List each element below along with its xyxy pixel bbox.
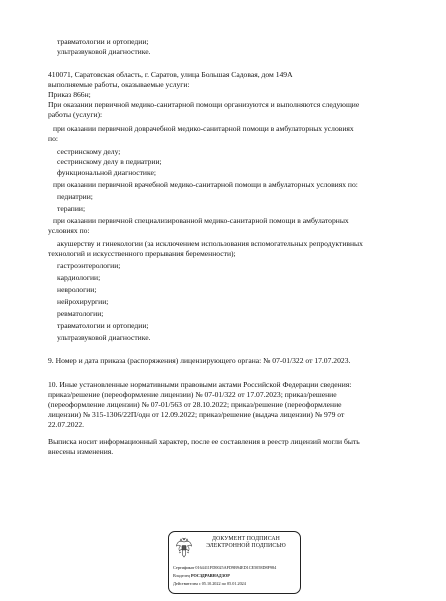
stamp-certificate-label: Сертификат [173,565,195,570]
text-line: работы (услуги): [48,110,103,119]
section-10-line: приказ/решение (переоформление лицензии) № 07-01/322 от 17.07.2023; приказ/решение [48,390,337,399]
list-item: сестринскому делу в педиатрии; [57,157,162,166]
list-item: ультразвуковой диагностике. [57,333,151,342]
stamp-header-line: ДОКУМЕНТ ПОДПИСАН [212,536,280,542]
section-10-line: лицензии) № 315-1306/22П/одн от 12.09.2022; приказ/решение (выдача лицензии) № 979 от [48,410,345,419]
list-item: ревматологии; [57,309,104,318]
stamp-validity-label: Действителен [173,581,198,586]
text-line: при оказании первичной специализированной медико-санитарной помощи в амбулаторных [53,216,349,225]
list-item: функциональной диагностике; [57,168,156,177]
stamp-certificate-value: 0164411FD0025AFD9B94ED1CE5058D8F984 [195,565,277,570]
stamp-certificate [173,565,276,570]
list-item: гастроэнтерологии; [57,261,121,270]
text-line: по: [48,134,58,143]
stamp-validity [173,581,246,586]
text-line: условиях по: [48,226,90,235]
list-item: педиатрии; [57,192,93,201]
text-line: Приказ 866н; [48,90,91,99]
stamp-owner-value: РОСЗДРАВНАДЗОР [190,573,230,578]
list-item: сестринскому делу; [57,147,121,156]
list-item: нейрохирургии; [57,297,109,306]
note-line: Выписка носит информационный характер, после ее составления в реестр лицензий могли быть [48,437,360,446]
text-line: травматологии и ортопедии; [57,37,149,46]
stamp-header [196,536,296,550]
list-item: неврологии; [57,285,97,294]
section-10-line: 22.07.2022. [48,420,85,429]
section-10-line: (переоформление лицензии) № 07-01/563 от 28.10.2022; приказ/решение (переоформление [48,400,342,409]
list-item: акушерству и гинекологии (за исключением использования вспомогательных репродуктивных [57,239,363,248]
section-9: 9. Номер и дата приказа (распоряжения) лицензирующего органа: № 07-01/322 от 17.07.2023. [48,356,351,365]
list-item: кардиологии; [57,273,101,282]
text-line: при оказании первичной доврачебной медико-санитарной помощи в амбулаторных условиях [53,124,354,133]
note-line: внесены изменения. [48,447,114,456]
text-line: технологий и искусственного прерывания беременности); [48,249,236,258]
text-line: при оказании первичной врачебной медико-санитарной помощи в амбулаторных условиях по: [53,180,358,189]
text-line: выполняемые работы, оказываемые услуги: [48,80,190,89]
address-line: 410071, Саратовская область, г. Саратов, улица Большая Садовая, дом 149А [48,70,293,79]
list-item: терапии; [57,204,86,213]
stamp-owner [173,573,230,578]
list-item: травматологии и ортопедии; [57,321,149,330]
e-signature-stamp [168,531,301,594]
text-line: ультразвуковой диагностике. [57,47,151,56]
coat-of-arms-icon [175,537,193,559]
stamp-owner-label: Владелец [173,573,190,578]
stamp-validity-value: с 05.10.2022 по 05.01.2024 [198,581,246,586]
stamp-header-line: ЭЛЕКТРОННОЙ ПОДПИСЬЮ [206,543,286,550]
section-10-line: 10. Иные установленные нормативными правовыми актами Российской Федерации сведения: [48,380,352,389]
text-line: При оказании первичной медико-санитарной помощи организуются и выполняются следующие [48,100,360,109]
